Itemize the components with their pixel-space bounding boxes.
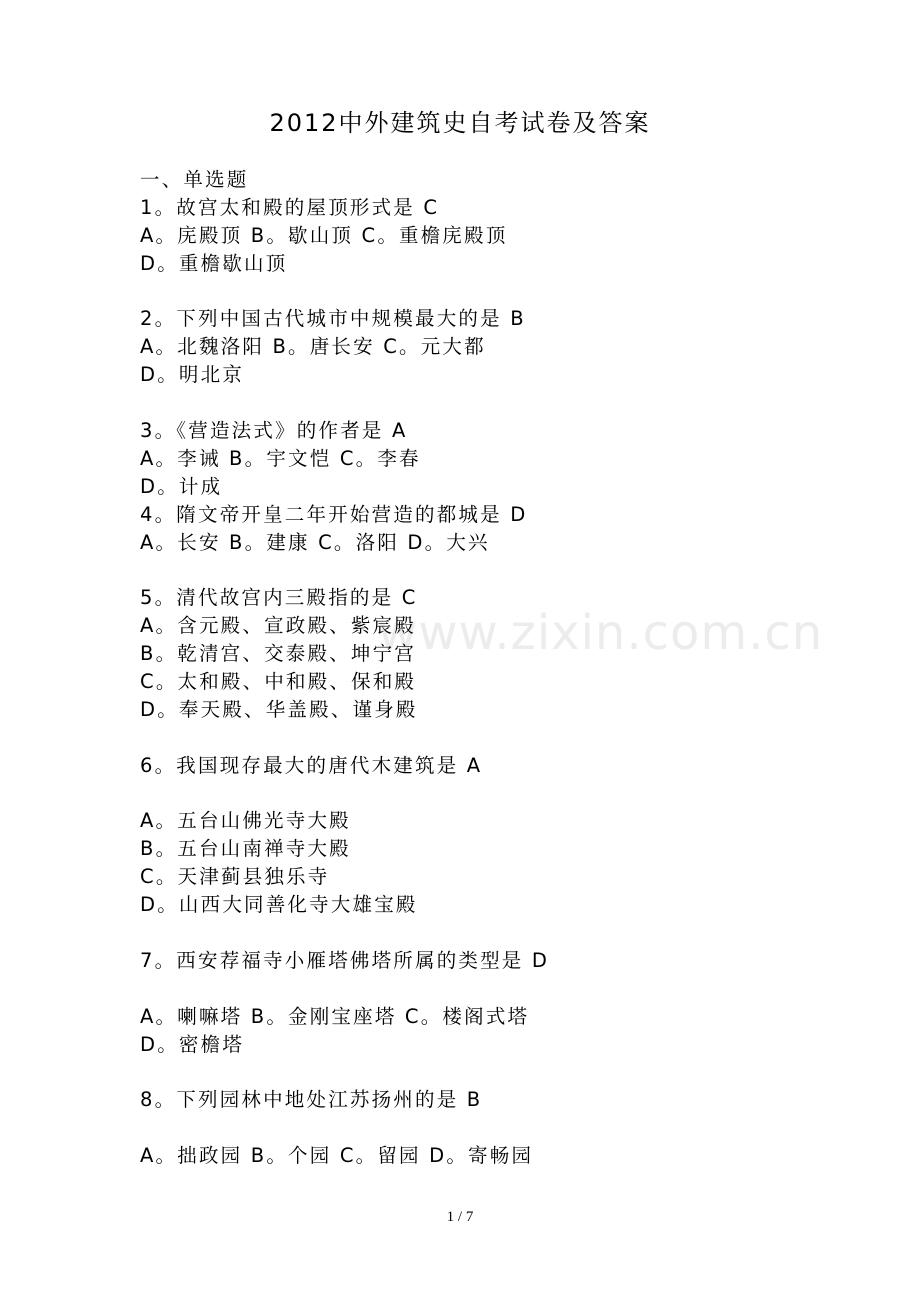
blank-line xyxy=(140,556,780,584)
document-body xyxy=(140,166,780,1170)
blank-line xyxy=(140,919,780,947)
question-5-option-d: D。奉天殿、华盖殿、谨身殿 xyxy=(140,697,418,721)
question-1-options: A。庑殿顶 B。歇山顶 C。重檐庑殿顶 xyxy=(140,223,508,247)
blank-line xyxy=(140,724,780,752)
question-3-options: A。李诫 B。宇文恺 C。李春 xyxy=(140,446,421,470)
blank-line xyxy=(140,1114,780,1142)
question-4: 4。隋文帝开皇二年开始营造的都城是 D xyxy=(140,502,528,526)
question-2-options: A。北魏洛阳 B。唐长安 C。元大都 xyxy=(140,335,486,359)
blank-line xyxy=(140,780,780,808)
blank-line xyxy=(140,975,780,1003)
question-5: 5。清代故宫内三殿指的是 C xyxy=(140,586,418,610)
question-7-options: A。喇嘛塔 B。金刚宝座塔 C。楼阁式塔 xyxy=(140,1004,530,1028)
watermark: www.zixin.com.cn xyxy=(378,605,824,661)
blank-line xyxy=(140,1059,780,1087)
question-6-option-a: A。五台山佛光寺大殿 xyxy=(140,809,351,833)
question-6-option-d: D。山西大同善化寺大雄宝殿 xyxy=(140,893,418,917)
blank-line xyxy=(140,389,780,417)
question-6-option-b: B。五台山南禅寺大殿 xyxy=(140,837,351,861)
question-4-options: A。长安 B。建康 C。洛阳 D。大兴 xyxy=(140,530,490,554)
question-7-options-cont: D。密檐塔 xyxy=(140,1032,245,1056)
question-8: 8。下列园林中地处江苏扬州的是 B xyxy=(140,1088,483,1112)
question-2-options-cont: D。明北京 xyxy=(140,363,245,387)
question-5-option-a: A。含元殿、宣政殿、紫宸殿 xyxy=(140,614,416,638)
question-1: 1。故宫太和殿的屋顶形式是 C xyxy=(140,195,440,219)
question-8-options: A。拙政园 B。个园 C。留园 D。寄畅园 xyxy=(140,1144,534,1168)
question-6-option-c: C。天津蓟县独乐寺 xyxy=(140,865,330,889)
question-2: 2。下列中国古代城市中规模最大的是 B xyxy=(140,307,526,331)
question-5-option-c: C。太和殿、中和殿、保和殿 xyxy=(140,670,417,694)
question-1-options-cont: D。重檐歇山顶 xyxy=(140,251,288,275)
question-3: 3。《营造法式》的作者是 A xyxy=(140,419,408,443)
page-number: 1 / 7 xyxy=(446,1209,474,1225)
blank-line xyxy=(140,278,780,306)
section-heading: 一、单选题 xyxy=(140,168,249,191)
question-7: 7。西安荐福寺小雁塔佛塔所属的类型是 D xyxy=(140,948,550,972)
question-6: 6。我国现存最大的唐代木建筑是 A xyxy=(140,753,483,777)
question-3-options-cont: D。计成 xyxy=(140,474,223,498)
question-5-option-b: B。乾清宫、交泰殿、坤宁宫 xyxy=(140,642,416,666)
page-title: 2012中外建筑史自考试卷及答案 xyxy=(269,109,651,137)
